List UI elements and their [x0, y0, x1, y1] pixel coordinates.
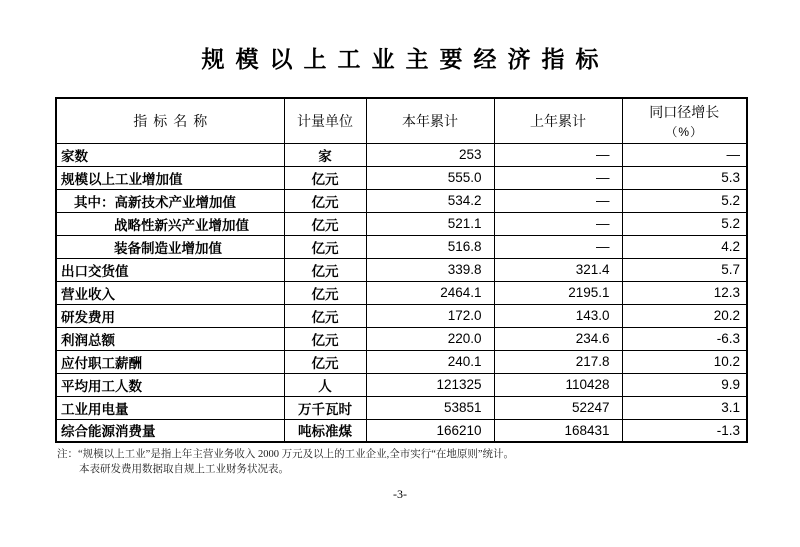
table-row — [56, 189, 747, 212]
current-year-cell: 121325 — [366, 373, 494, 396]
growth-cell: 5.2 — [622, 212, 747, 235]
table-row — [56, 350, 747, 373]
growth-cell: 9.9 — [622, 373, 747, 396]
previous-year-cell: 217.8 — [494, 350, 622, 373]
growth-cell: 5.3 — [622, 166, 747, 189]
growth-cell: -1.3 — [622, 419, 747, 442]
table-row — [56, 143, 747, 166]
unit-cell: 亿元 — [284, 350, 366, 373]
indicator-name-cell: 利润总额 — [56, 327, 284, 350]
column-header-current-year: 本年累计 — [366, 98, 494, 143]
previous-year-cell: — — [494, 235, 622, 258]
previous-year-cell: 2195.1 — [494, 281, 622, 304]
previous-year-cell: 52247 — [494, 396, 622, 419]
column-header-growth — [622, 98, 747, 143]
indicator-name-cell: 研发费用 — [56, 304, 284, 327]
indicator-name-cell: 其中：高新技术产业增加值 — [56, 189, 284, 212]
growth-cell: 20.2 — [622, 304, 747, 327]
growth-cell: 3.1 — [622, 396, 747, 419]
table-row — [56, 373, 747, 396]
table-row — [56, 281, 747, 304]
table-row — [56, 419, 747, 442]
unit-cell: 亿元 — [284, 235, 366, 258]
indicators-table — [55, 97, 748, 443]
indicator-name-cell: 综合能源消费量 — [56, 419, 284, 442]
table-row — [56, 212, 747, 235]
current-year-cell: 339.8 — [366, 258, 494, 281]
current-year-cell: 2464.1 — [366, 281, 494, 304]
table-row — [56, 327, 747, 350]
previous-year-cell: — — [494, 189, 622, 212]
column-header-unit: 计量单位 — [284, 98, 366, 143]
growth-cell: 12.3 — [622, 281, 747, 304]
indicator-name-cell: 规模以上工业增加值 — [56, 166, 284, 189]
unit-cell: 亿元 — [284, 189, 366, 212]
unit-cell: 家 — [284, 143, 366, 166]
unit-cell: 万千瓦时 — [284, 396, 366, 419]
column-header-growth-unit: （%） — [665, 124, 704, 139]
current-year-cell: 53851 — [366, 396, 494, 419]
page-number: -3- — [393, 487, 407, 501]
previous-year-cell: 321.4 — [494, 258, 622, 281]
table-header-row — [56, 98, 747, 143]
footnote-line-2: 本表研发费用数据取自规上工业财务状况表。 — [79, 464, 289, 475]
unit-cell: 亿元 — [284, 258, 366, 281]
indicator-name-cell: 装备制造业增加值 — [56, 235, 284, 258]
unit-cell: 亿元 — [284, 304, 366, 327]
unit-cell: 吨标准煤 — [284, 419, 366, 442]
previous-year-cell: — — [494, 212, 622, 235]
previous-year-cell: — — [494, 143, 622, 166]
footnote-line-1: 注：“规模以上工业”是指上年主营业务收入 2000 万元及以上的工业企业,全市实行“在地原则”统计。 — [57, 449, 515, 460]
current-year-cell: 555.0 — [366, 166, 494, 189]
table-body — [56, 143, 747, 442]
indicator-name-cell: 出口交货值 — [56, 258, 284, 281]
unit-cell: 亿元 — [284, 166, 366, 189]
unit-cell: 亿元 — [284, 327, 366, 350]
indicator-name-cell: 家数 — [56, 143, 284, 166]
column-header-growth-label: 同口径增长 — [649, 103, 720, 120]
current-year-cell: 166210 — [366, 419, 494, 442]
previous-year-cell: 143.0 — [494, 304, 622, 327]
table-row — [56, 235, 747, 258]
indicator-name-cell: 战略性新兴产业增加值 — [56, 212, 284, 235]
table-row — [56, 396, 747, 419]
growth-cell: 5.7 — [622, 258, 747, 281]
table-header — [56, 98, 747, 143]
indicator-name-cell: 工业用电量 — [56, 396, 284, 419]
current-year-cell: 172.0 — [366, 304, 494, 327]
growth-cell: 10.2 — [622, 350, 747, 373]
growth-cell: -6.3 — [622, 327, 747, 350]
indicator-name-cell: 营业收入 — [56, 281, 284, 304]
current-year-cell: 220.0 — [366, 327, 494, 350]
unit-cell: 亿元 — [284, 281, 366, 304]
previous-year-cell: — — [494, 166, 622, 189]
column-header-previous-year: 上年累计 — [494, 98, 622, 143]
footnotes — [57, 447, 747, 477]
column-header-indicator: 指标名称 — [56, 98, 284, 143]
table-row — [56, 304, 747, 327]
page-title: 规模以上工业主要经济指标 — [201, 46, 610, 72]
current-year-cell: 240.1 — [366, 350, 494, 373]
previous-year-cell: 110428 — [494, 373, 622, 396]
current-year-cell: 521.1 — [366, 212, 494, 235]
growth-cell: 4.2 — [622, 235, 747, 258]
current-year-cell: 534.2 — [366, 189, 494, 212]
table-row — [56, 258, 747, 281]
current-year-cell: 253 — [366, 143, 494, 166]
unit-cell: 亿元 — [284, 212, 366, 235]
growth-cell: 5.2 — [622, 189, 747, 212]
current-year-cell: 516.8 — [366, 235, 494, 258]
previous-year-cell: 168431 — [494, 419, 622, 442]
indicator-name-cell: 平均用工人数 — [56, 373, 284, 396]
unit-cell: 人 — [284, 373, 366, 396]
table-row — [56, 166, 747, 189]
growth-cell: — — [622, 143, 747, 166]
previous-year-cell: 234.6 — [494, 327, 622, 350]
indicator-name-cell: 应付职工薪酬 — [56, 350, 284, 373]
